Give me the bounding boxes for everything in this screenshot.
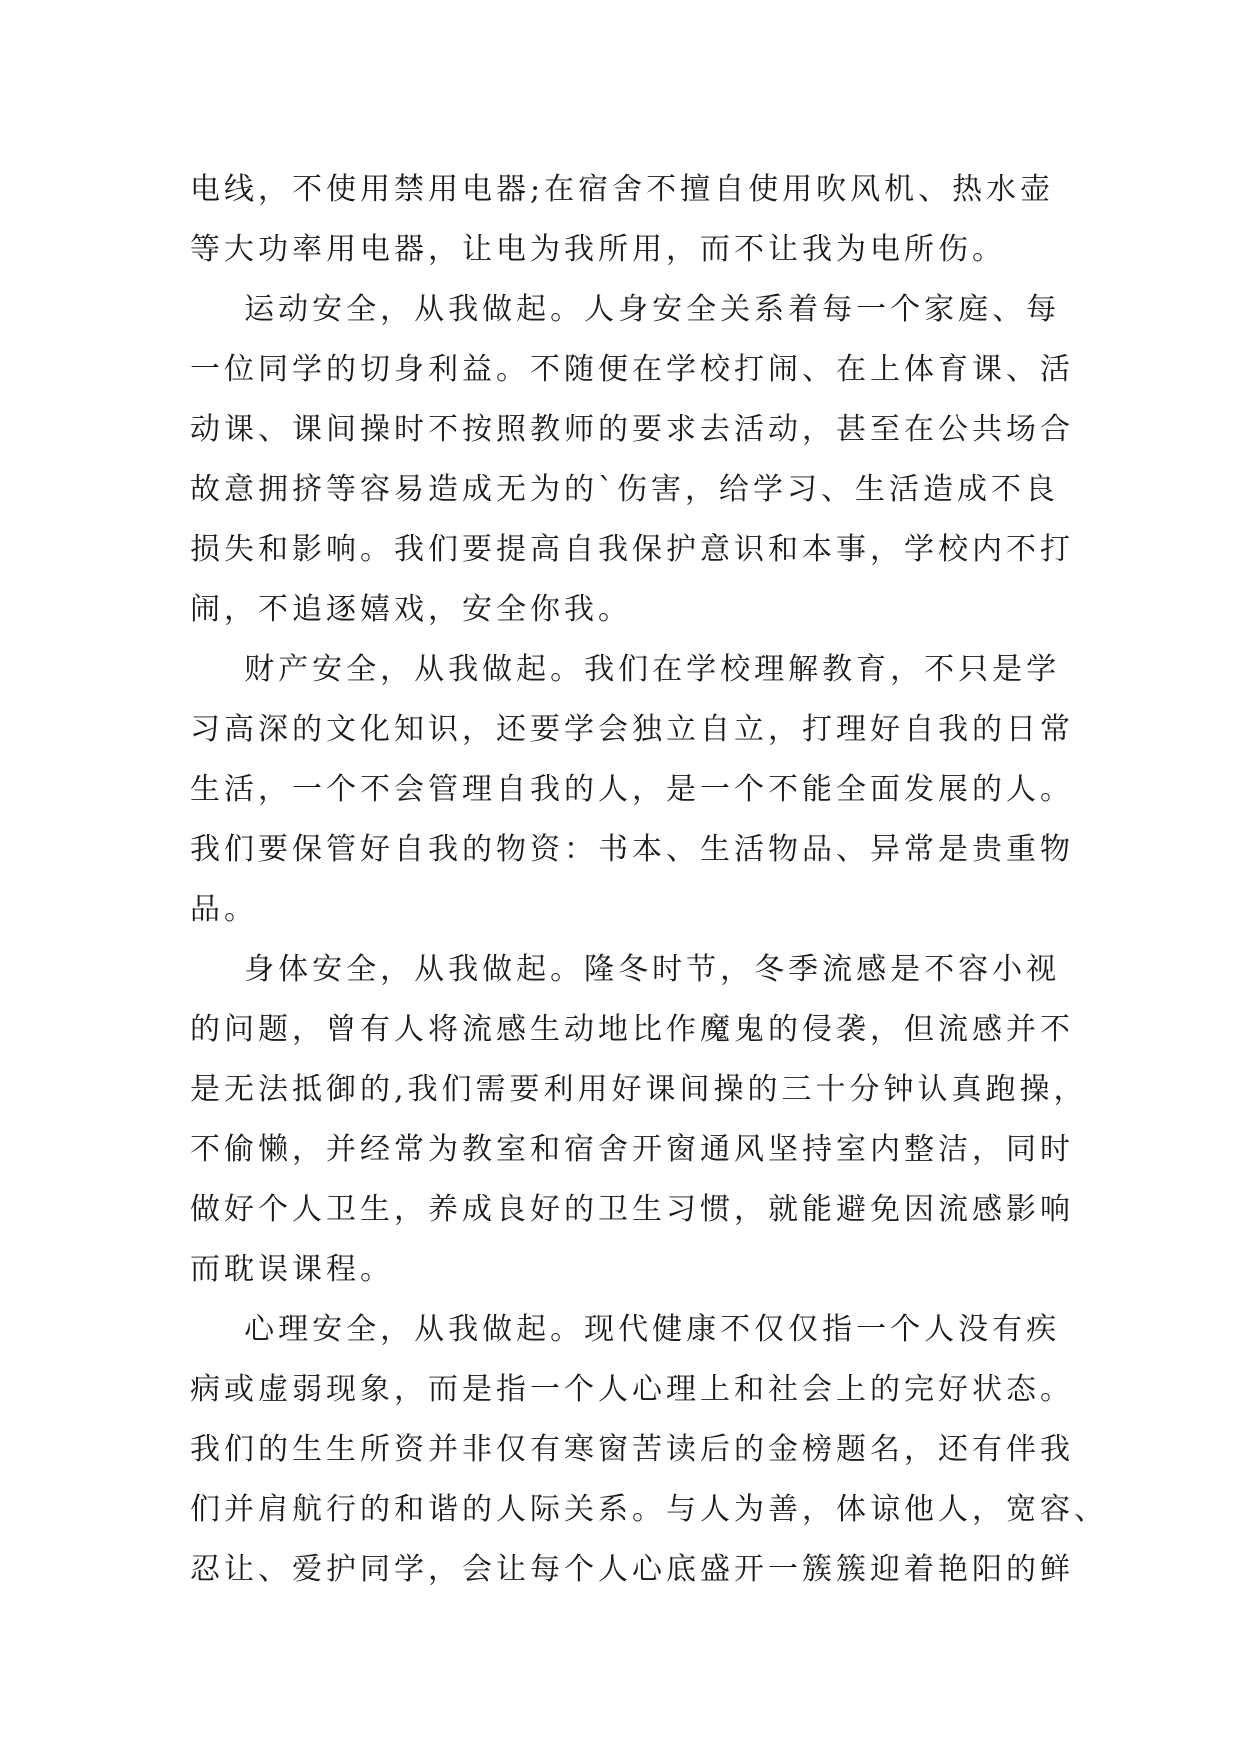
text-line: 生活，一个不会管理自我的人，是一个不能全面发展的人。	[190, 772, 1074, 807]
text-line: 我们要保管好自我的物资：书本、生活物品、异常是贵重物	[190, 832, 1074, 867]
text-line: 身体安全，从我做起。隆冬时节，冬季流感是不容小视	[190, 952, 1061, 987]
text-line: 故意拥挤等容易造成无为的`伤害，给学习、生活造成不良	[190, 472, 1059, 507]
document-body	[190, 160, 1108, 1600]
text-line: 等大功率用电器，让电为我所用，而不让我为电所伤。	[190, 232, 1006, 267]
text-line: 忍让、爱护同学，会让每个人心底盛开一簇簇迎着艳阳的鲜	[190, 1552, 1074, 1587]
text-line: 做好个人卫生，养成良好的卫生习惯，就能避免因流感影响	[190, 1192, 1074, 1227]
text-line: 而耽误课程。	[190, 1252, 394, 1287]
text-line: 运动安全，从我做起。人身安全关系着每一个家庭、每	[190, 292, 1061, 327]
text-line: 一位同学的切身利益。不随便在学校打闹、在上体育课、活	[190, 352, 1074, 387]
text-line: 品。	[190, 892, 258, 927]
text-line: 不偷懒，并经常为教室和宿舍开窗通风坚持室内整洁，同时	[190, 1132, 1074, 1167]
text-line: 闹，不追逐嬉戏，安全你我。	[190, 592, 632, 627]
text-line: 的问题，曾有人将流感生动地比作魔鬼的侵袭，但流感并不	[190, 1012, 1074, 1047]
text-line: 财产安全，从我做起。我们在学校理解教育，不只是学	[190, 652, 1061, 687]
text-line: 病或虚弱现象，而是指一个人心理上和社会上的完好状态。	[190, 1372, 1074, 1407]
text-line: 损失和影响。我们要提高自我保护意识和本事，学校内不打	[190, 532, 1074, 567]
text-line: 动课、课间操时不按照教师的要求去活动，甚至在公共场合	[190, 412, 1074, 447]
text-line: 我们的生生所资并非仅有寒窗苦读后的金榜题名，还有伴我	[190, 1432, 1074, 1467]
text-line: 习高深的文化知识，还要学会独立自立，打理好自我的日常	[190, 712, 1074, 747]
text-line: 是无法抵御的,我们需要利用好课间操的三十分钟认真跑操，	[190, 1072, 1088, 1107]
text-line: 们并肩航行的和谐的人际关系。与人为善，体谅他人，宽容、	[190, 1492, 1108, 1527]
text-line: 心理安全，从我做起。现代健康不仅仅指一个人没有疾	[190, 1312, 1061, 1347]
text-line: 电线，不使用禁用电器;在宿舍不擅自使用吹风机、热水壶	[190, 172, 1055, 207]
